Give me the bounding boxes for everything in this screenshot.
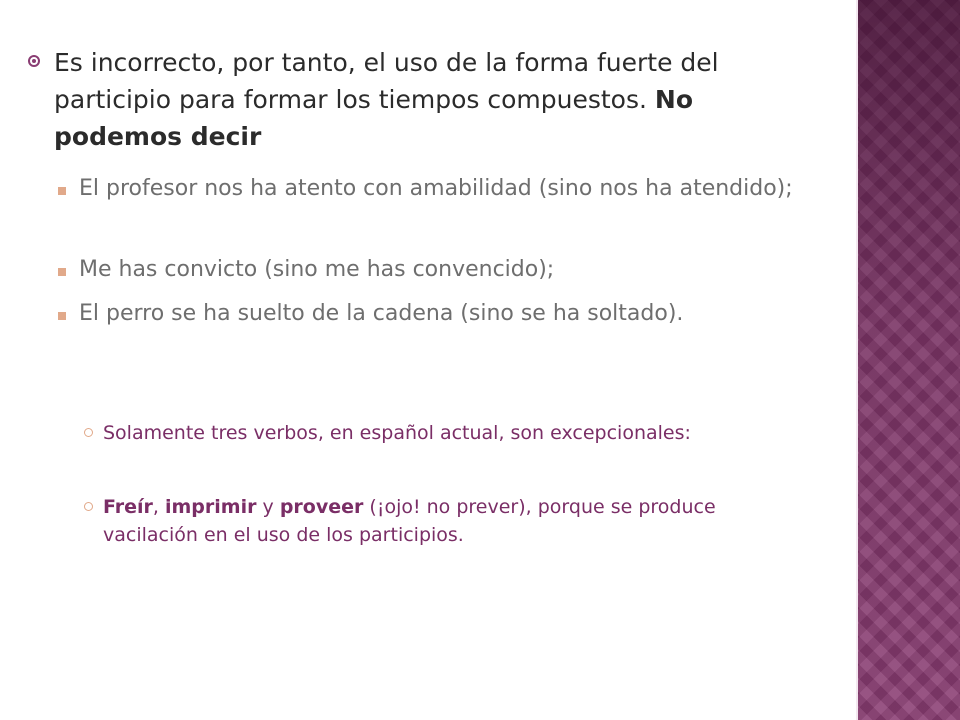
main-bullet-text	[54, 44, 808, 155]
separator: ,	[152, 496, 165, 518]
separator: y	[256, 496, 280, 518]
verb-proveer: proveer	[279, 496, 364, 518]
note-text	[103, 493, 804, 549]
ring-bullet-icon	[84, 428, 93, 437]
circle-bullet-icon	[28, 55, 40, 67]
note-item	[84, 493, 804, 549]
square-bullet-icon	[58, 312, 66, 320]
decorative-side-band	[856, 0, 960, 720]
example-text: El perro se ha suelto de la cadena (sino se ha soltado).	[79, 301, 684, 326]
main-bullet-body: Es incorrecto, por tanto, el uso de la forma fuerte del participio para formar los tiempos compuestos.	[54, 48, 719, 114]
note-rest: (¡ojo! no prever), porque se produce vacilación en el uso de los participios.	[103, 496, 716, 546]
note-item	[84, 419, 804, 447]
main-bullet-emphasis: No podemos decir	[54, 85, 694, 151]
verb-imprimir: imprimir	[165, 496, 257, 518]
example-item	[58, 173, 818, 205]
example-item	[58, 254, 818, 286]
ring-bullet-icon	[84, 502, 93, 511]
main-bullet	[28, 44, 808, 155]
note-text: Solamente tres verbos, en español actual, son excepcionales:	[103, 422, 691, 444]
example-item	[58, 298, 818, 330]
square-bullet-icon	[58, 268, 66, 276]
square-bullet-icon	[58, 187, 66, 195]
example-text: Me has convicto (sino me has convencido);	[79, 257, 555, 282]
verb-freir: Freír	[103, 496, 153, 518]
example-text: El profesor nos ha atento con amabilidad (sino nos ha atendido);	[79, 176, 793, 201]
